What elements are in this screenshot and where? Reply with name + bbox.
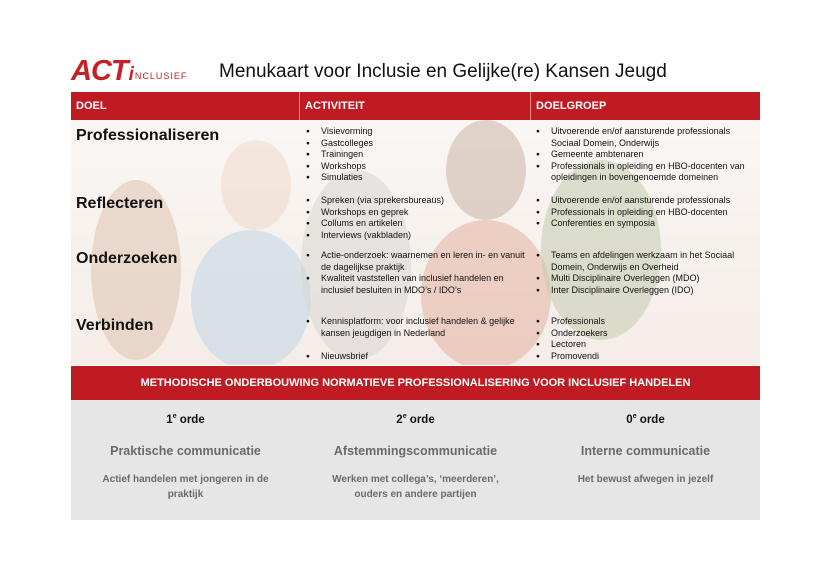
order-description: Actief handelen met jongeren in de praktijk	[102, 474, 269, 500]
list-item: ● Kennisplatform: voor inclusief handelen & gelijke kansen jeugdigen in Nederland	[306, 316, 526, 339]
doelgroep-list	[536, 316, 756, 362]
list-item: ● Actie-onderzoek: waarnemen en leren in- en vanuit de dagelijkse praktijk	[306, 250, 526, 273]
list-item: ● Simulaties	[306, 172, 526, 184]
doelgroep-list	[536, 195, 756, 230]
header-divider	[530, 92, 531, 120]
order-heading: 2e orde	[396, 413, 435, 426]
list-item: ● Professionals in opleiding en HBO-docenten van opleidingen in bovengenoemde domeinen	[536, 161, 756, 184]
header-activiteit: ACTIVITEIT	[305, 100, 365, 112]
list-item: ● Lectoren	[536, 339, 756, 351]
list-item: ● Gemeente ambtenaren	[536, 149, 756, 161]
order-communication: Afstemmingscommunicatie	[333, 444, 498, 458]
table-header	[71, 92, 760, 120]
activiteit-list	[306, 195, 526, 241]
logo-act: ACT	[71, 55, 128, 87]
order-description: Het bewust afwegen in jezelf	[577, 474, 714, 485]
order-heading: 1e orde	[166, 413, 205, 426]
list-item: ● Trainingen	[306, 149, 526, 161]
list-item: ● Kwaliteit vaststellen van inclusief handelen en inclusief besluiten in MDO’s / IDO’s	[306, 273, 526, 296]
list-item: ● Promovendi	[536, 351, 756, 363]
header-doel: DOEL	[76, 100, 107, 112]
methodology-band	[71, 366, 760, 400]
methodology-band-text: METHODISCHE ONDERBOUWING NORMATIEVE PROFESSIONALISERING VOOR INCLUSIEF HANDELEN	[140, 377, 691, 389]
doel-reflecteren: Reflecteren	[76, 195, 164, 212]
doelgroep-list	[536, 126, 756, 184]
doelgroep-list	[536, 250, 756, 296]
header-doelgroep: DOELGROEP	[536, 100, 607, 112]
list-item: ● Interviews (vakbladen)	[306, 230, 526, 242]
activiteit-list	[306, 250, 526, 296]
list-item: ● Uitvoerende en/of aansturende professionals	[536, 195, 756, 207]
logo-i: i	[128, 64, 134, 85]
list-item: ● Professionals in opleiding en HBO-docenten	[536, 207, 756, 219]
list-item: ● Teams en afdelingen werkzaam in het Sociaal Domein, Onderwijs en Overheid	[536, 250, 756, 273]
doel-verbinden: Verbinden	[76, 317, 154, 334]
order-communication: Interne communicatie	[580, 444, 711, 458]
list-item: ● Workshops	[306, 161, 526, 173]
order-description: Werken met collega’s, ‘meerderen’, ouders en andere partijen	[332, 474, 499, 500]
doel-professionaliseren: Professionaliseren	[76, 127, 220, 144]
list-item: ● Spreken (via sprekersbureaus)	[306, 195, 526, 207]
activiteit-list	[306, 126, 526, 184]
list-item: ● Gastcolleges	[306, 138, 526, 150]
list-item: ● Collums en artikelen	[306, 218, 526, 230]
list-item: ● Professionals	[536, 316, 756, 328]
list-item: ● Visievorming	[306, 126, 526, 138]
list-item: ● Inter Disciplinaire Overleggen (IDO)	[536, 285, 756, 297]
list-item: ● Multi Disciplinaire Overleggen (MDO)	[536, 273, 756, 285]
page-title: Menukaart voor Inclusie en Gelijke(re) Kansen Jeugd	[219, 61, 667, 82]
list-item: ● Nieuwsbrief	[306, 351, 526, 363]
list-item: ● Uitvoerende en/of aansturende professionals Sociaal Domein, Onderwijs	[536, 126, 756, 149]
order-heading: 0e orde	[626, 413, 665, 426]
logo-inclusief: NCLUSIEF	[134, 71, 188, 81]
act-inclusief-logo	[71, 55, 187, 85]
list-item: ● Onderzoekers	[536, 328, 756, 340]
orders-panel	[71, 400, 760, 520]
doel-onderzoeken: Onderzoeken	[76, 250, 178, 267]
header-divider	[299, 92, 300, 120]
activiteit-list	[306, 316, 526, 363]
order-communication: Praktische communicatie	[110, 444, 261, 458]
list-item: ● Workshops en geprek	[306, 207, 526, 219]
list-item: ● Conferenties en symposia	[536, 218, 756, 230]
